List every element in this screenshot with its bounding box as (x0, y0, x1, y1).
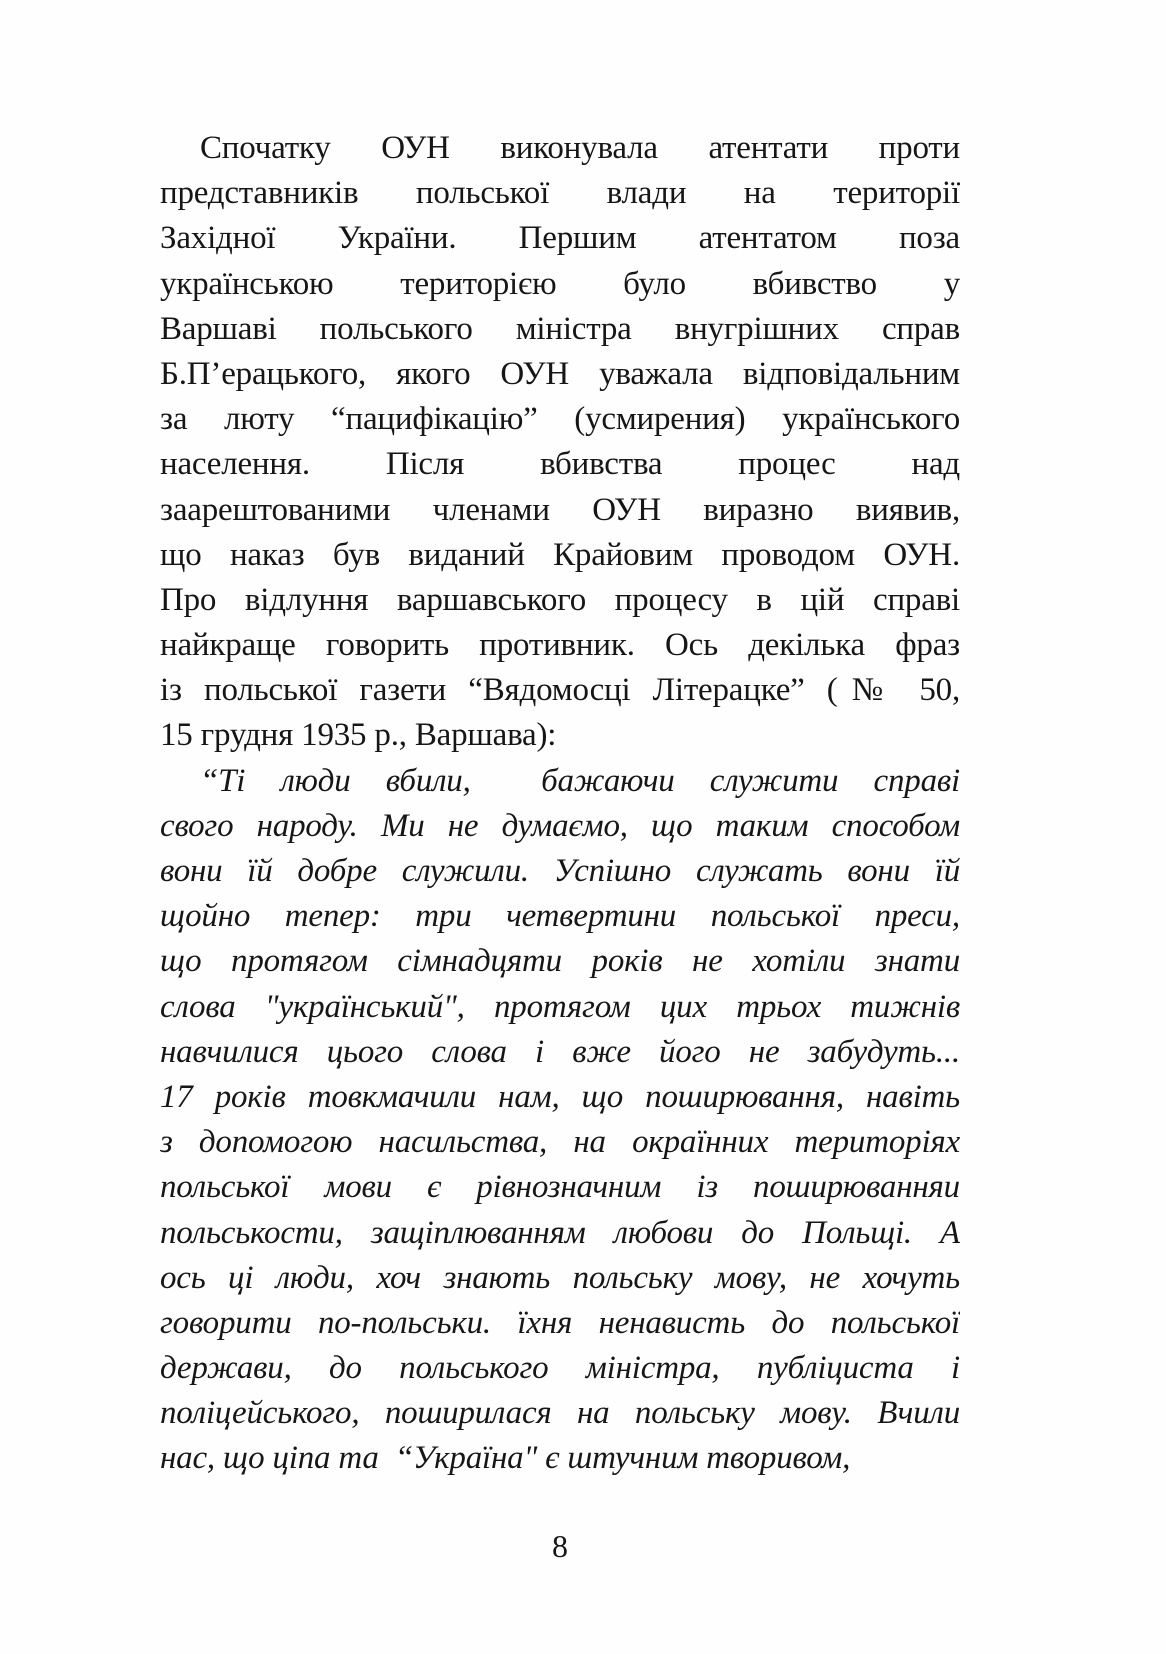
text-line: з допомогою насильства, на окраїнних територіях (160, 1124, 960, 1161)
paragraph-main (160, 126, 960, 759)
text-line: що наказ був виданий Крайовим проводом ОУН. (160, 536, 960, 573)
text-block (160, 126, 960, 1482)
text-line: “Ті люди вбили, бажаючи служити справі (200, 762, 960, 799)
text-line: заарештованими членами ОУН виразно виявив, (160, 491, 960, 528)
text-line: за люту “пацифікацію” (усмирения) українського (160, 401, 960, 438)
text-line: свого народу. Ми не думаємо, що таким способом (160, 807, 960, 844)
text-line: що протягом сімнадцяти років не хотіли знати (160, 943, 960, 980)
text-line: українською територією було вбивство у (160, 265, 960, 302)
text-line: із польської газети “Вядомосці Літерацке” (№ 50, (160, 672, 960, 709)
text-line: ось ці люди, хоч знають польську мову, не хочуть (160, 1259, 960, 1296)
text-line: Б.П’ерацького, якого ОУН уважала відповідальним (160, 355, 960, 392)
text-line: поліцейського, поширилася на польську мову. Вчили (160, 1395, 960, 1432)
text-line: Західної України. Першим атентатом поза (160, 220, 960, 257)
text-line: вони їй добре служили. Успішно служать вони їй (160, 853, 960, 889)
page-number: 8 (552, 1528, 568, 1564)
text-line: Спочатку ОУН виконувала атентати проти (200, 130, 960, 166)
text-line: найкраще говорить противник. Ось декілька фраз (160, 627, 960, 664)
text-line: польськости, защіплюванням любови до Польщі. А (160, 1214, 960, 1251)
text-line: нас, що ціпа та “Україна" є штучним творивом, (160, 1440, 851, 1477)
text-line: говорити по-польськи. їхня ненависть до польської (160, 1304, 960, 1341)
text-line: представників польської влади на території (160, 175, 960, 212)
text-line: Варшаві польського міністра внугрішних справ (160, 310, 960, 347)
text-line: населення. Після вбивства процес над (160, 446, 960, 483)
text-line: 17 років товкмачили нам, що поширювання, навіть (160, 1078, 960, 1115)
text-line: слова "український", протягом цих трьох тижнів (160, 988, 960, 1025)
text-line: держави, до польського міністра, публіциста і (160, 1350, 960, 1387)
text-line: навчилися цього слова і вже його не забудуть... (160, 1033, 960, 1070)
paragraph-quote-italic (160, 759, 960, 1482)
text-line: щойно тепер: три четвертини польської преси, (160, 898, 960, 935)
text-line: Про відлуння варшавського процесу в цій справі (160, 581, 960, 618)
text-line: 15 грудня 1935 р., Варшава): (160, 717, 557, 754)
text-line: польської мови є рівнозначним із поширюванняи (160, 1169, 960, 1206)
